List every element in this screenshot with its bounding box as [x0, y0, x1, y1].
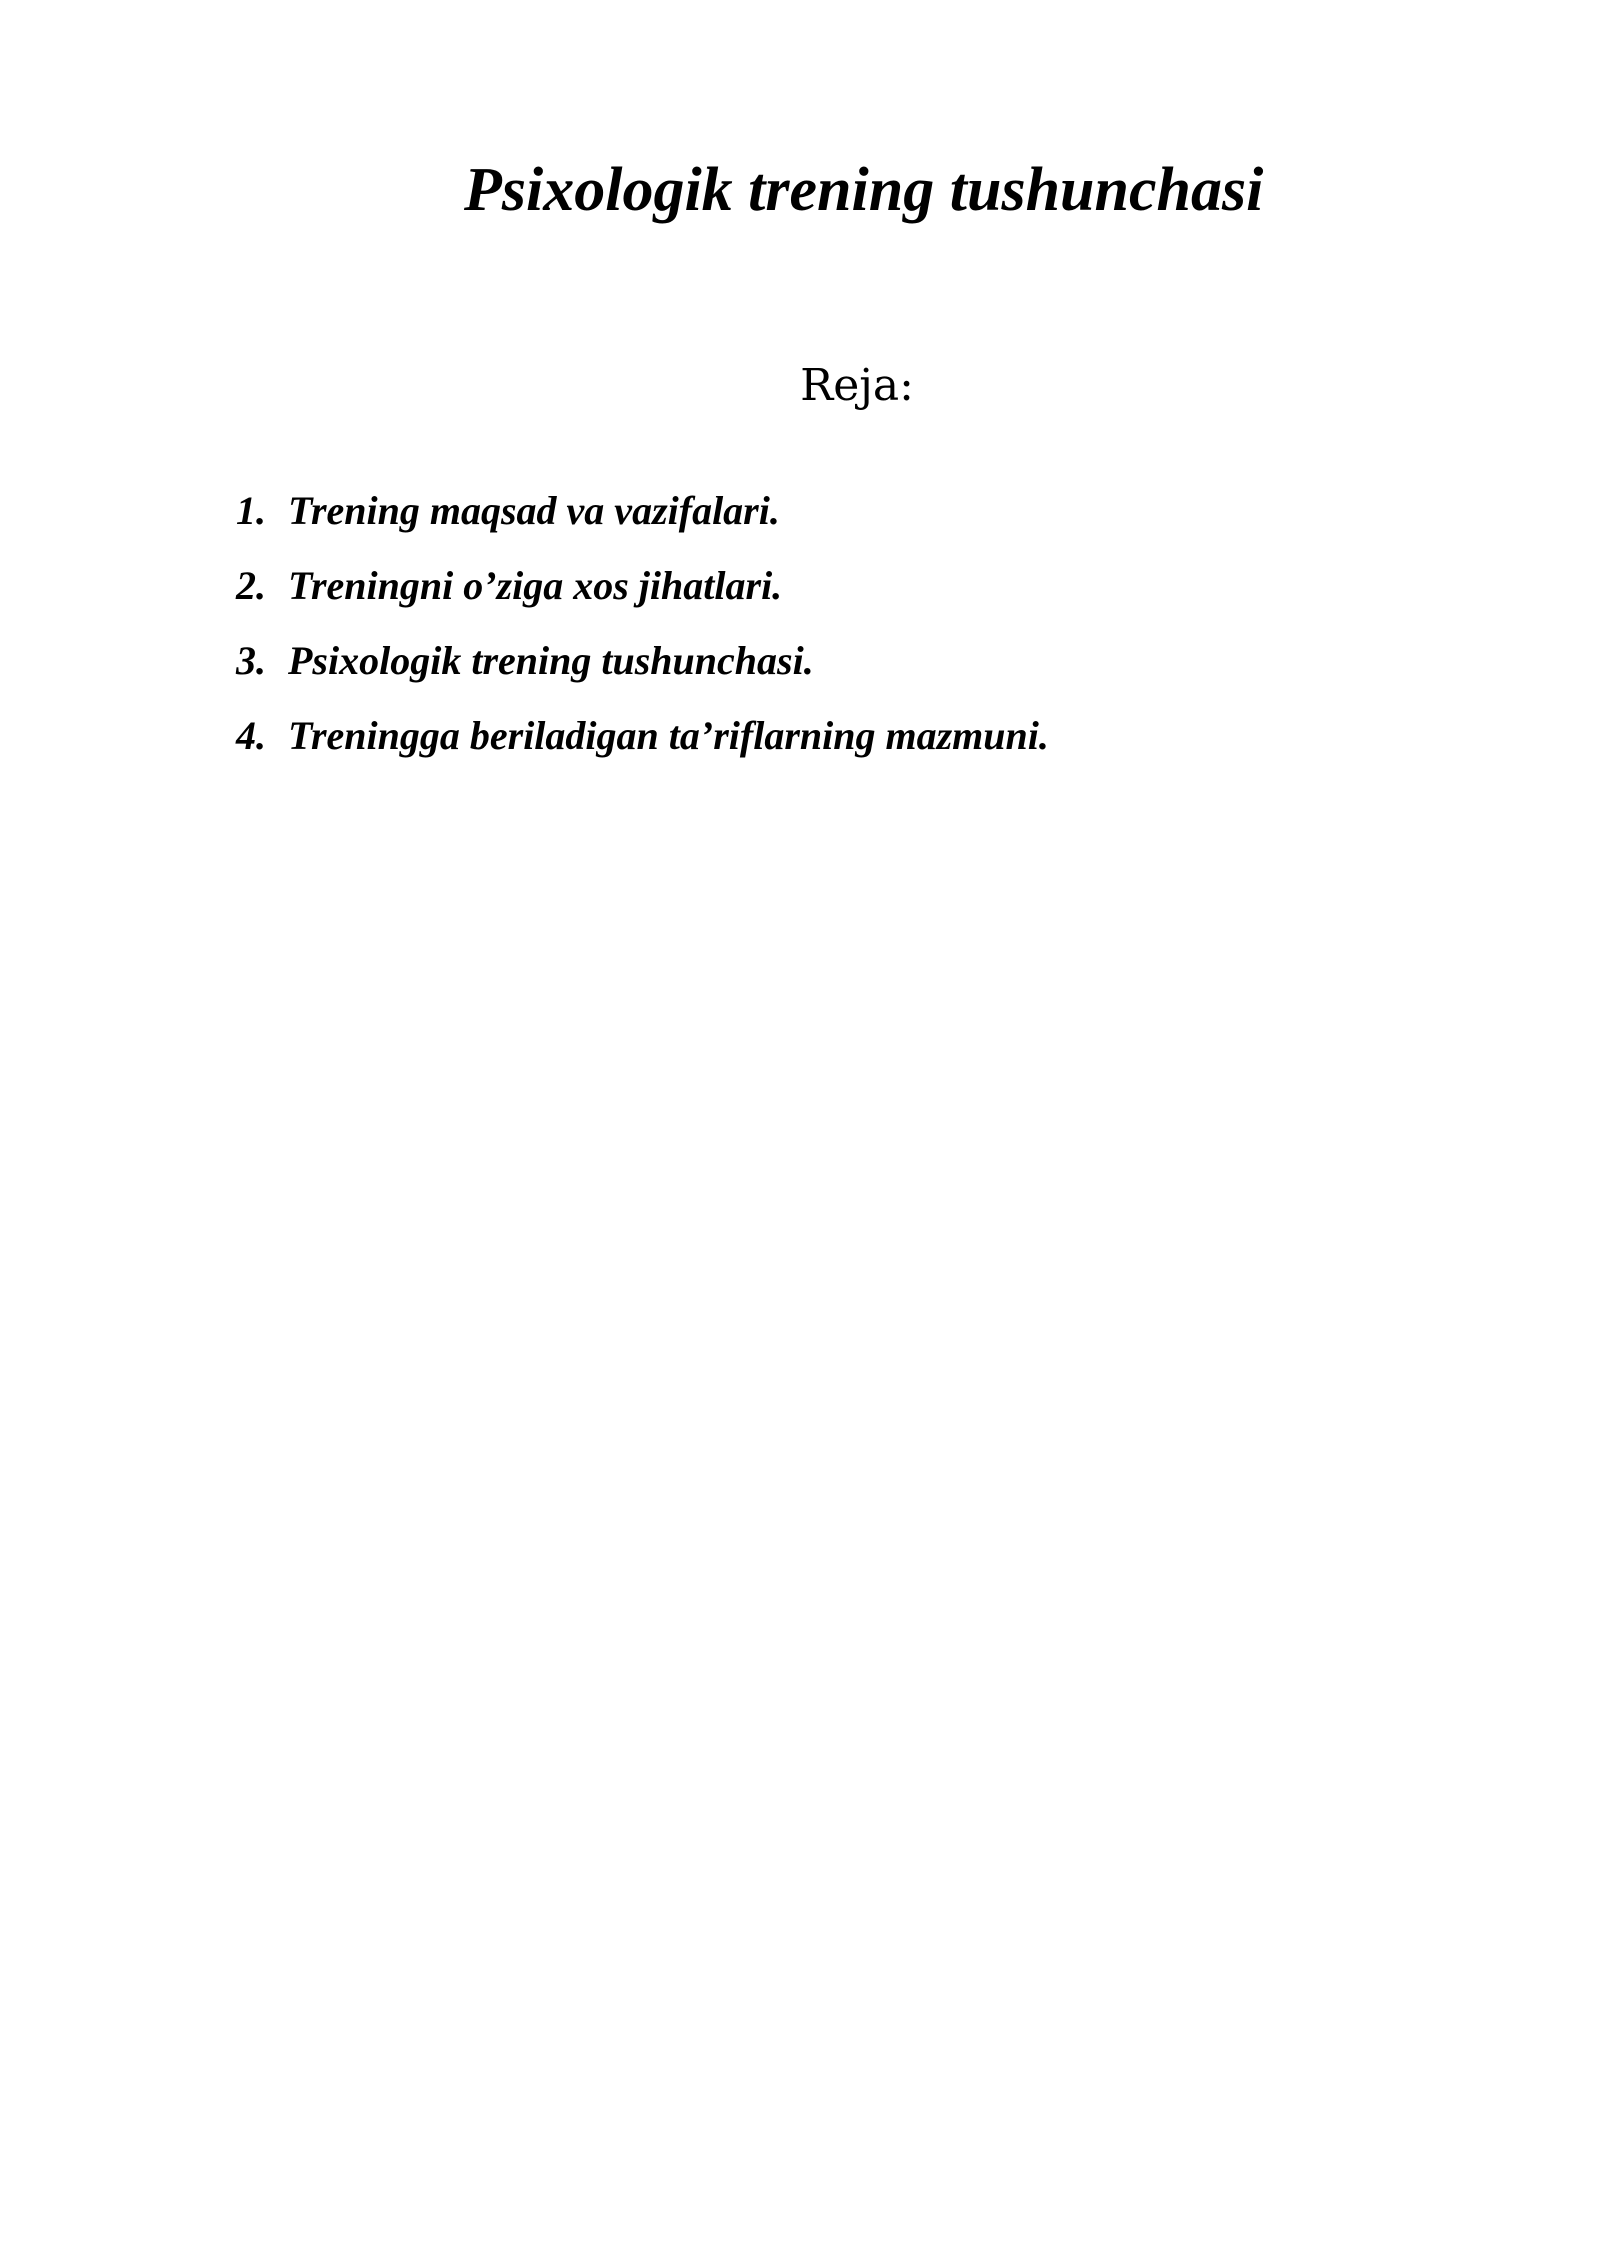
plan-item-number: 2. — [236, 563, 266, 608]
plan-item-number: 1. — [236, 488, 266, 533]
plan-item-number: 4. — [236, 713, 266, 758]
plan-item-text: Treningni o’ziga xos jihatlari. — [288, 563, 783, 608]
plan-item-text: Psixologik trening tushunchasi. — [288, 638, 814, 683]
plan-list — [236, 486, 1049, 786]
page-title: Psixologik trening tushunchasi — [464, 156, 1264, 224]
plan-item-4 — [236, 711, 1049, 786]
plan-item-2 — [236, 561, 1049, 636]
plan-heading: Reja: — [800, 360, 914, 411]
plan-item-1 — [236, 486, 1049, 561]
plan-item-text: Treningga beriladigan ta’riflarning mazmuni. — [288, 713, 1049, 758]
plan-item-number: 3. — [236, 638, 266, 683]
plan-item-3 — [236, 636, 1049, 711]
plan-item-text: Trening maqsad va vazifalari. — [288, 488, 780, 533]
